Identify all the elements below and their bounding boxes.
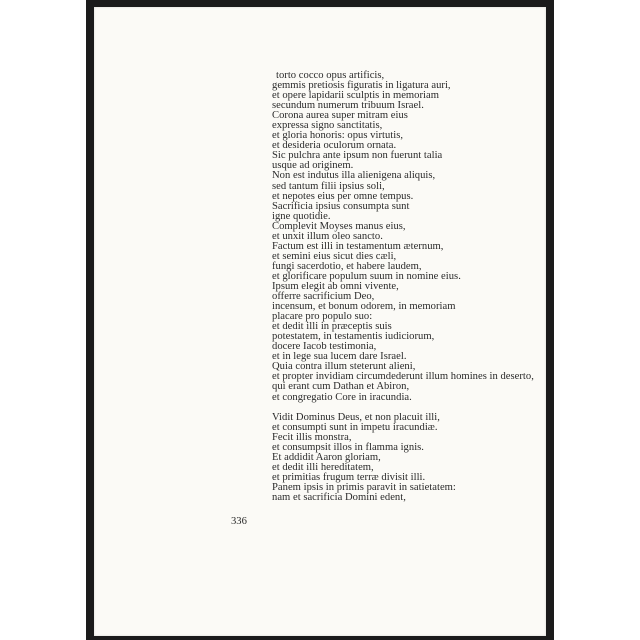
verse-line: et glorificare populum suum in nomine eius. — [272, 270, 461, 282]
verse-line: et in lege sua lucem dare Israel. — [272, 351, 407, 363]
verse-line: nam et sacrificia Domini edent, — [272, 491, 406, 503]
verse-line: et opere lapidarii sculptis in memoriam — [272, 90, 439, 102]
verse-line: Factum est illi in testamentum æternum, — [272, 240, 444, 252]
verse-line: secundum numerum tribuum Israel. — [272, 100, 424, 112]
verse-line: et dedit illi in præceptis suis — [272, 321, 392, 333]
verse-line: Vidit Dominus Deus, et non placuit illi, — [272, 411, 440, 423]
verse-line: et propter invidiam circumdederunt illum homines in deserto, — [272, 371, 534, 383]
verse-line: Et addidit Aaron gloriam, — [272, 451, 381, 463]
verse-line: torto cocco opus artificis, — [276, 70, 385, 81]
verse-line: Non est indutus illa alienigena aliquis, — [272, 170, 436, 182]
verse-line: expressa signo sanctitatis, — [272, 120, 383, 132]
verse-line: Panem ipsis in primis paravit in satietatem: — [272, 481, 456, 493]
verse-text-block — [272, 71, 534, 503]
verse-line: gemmis pretiosis figuratis in ligatura auri, — [272, 80, 451, 92]
verse-line: et unxit illum oleo sancto. — [272, 230, 383, 242]
verse-line: usque ad originem. — [272, 160, 354, 172]
verse-line: potestatem, in testamentis iudiciorum, — [272, 331, 435, 343]
verse-line: et dedit illi hereditatem, — [272, 461, 374, 473]
verse-line: sed tantum filii ipsius soli, — [272, 180, 385, 192]
verse-line: docere Iacob testimonia, — [272, 341, 377, 353]
verse-line: Ipsum elegit ab omni vivente, — [272, 280, 399, 292]
verse-line: et consumpsit illos in flamma ignis. — [272, 441, 424, 453]
verse-line: Corona aurea super mitram eius — [272, 110, 408, 122]
verse-line: et nepotes eius per omne tempus. — [272, 190, 414, 202]
verse-line: fungi sacerdotio, et habere laudem, — [272, 260, 422, 272]
verse-line: Fecit illis monstra, — [272, 431, 352, 443]
verse-line: et congregatio Core in iracundia. — [272, 391, 412, 403]
page-number: 336 — [231, 516, 247, 527]
verse-line: offerre sacrificium Deo, — [272, 291, 375, 303]
verse-line: et consumpti sunt in impetu iracundiæ. — [272, 421, 438, 433]
verse-line: Sic pulchra ante ipsum non fuerunt talia — [272, 150, 443, 162]
stanza — [272, 413, 534, 503]
verse-line: et gloria honoris: opus virtutis, — [272, 130, 404, 142]
verse-line: incensum, et bonum odorem, in memoriam — [272, 301, 456, 313]
verse-line: Quia contra illum steterunt alieni, — [272, 361, 416, 373]
stanza — [272, 71, 534, 403]
verse-line: igne quotidie. — [272, 210, 331, 222]
verse-line: et primitias frugum terræ divisit illi. — [272, 471, 426, 483]
verse-line: et desideria oculorum ornata. — [272, 140, 397, 152]
verse-line: placare pro populo suo: — [272, 311, 373, 323]
verse-line: et semini eius sicut dies cæli, — [272, 250, 397, 262]
verse-line: Sacrificia ipsius consumpta sunt — [272, 200, 410, 212]
verse-line: qui erant cum Dathan et Abiron, — [272, 381, 410, 393]
verse-line: Complevit Moyses manus eius, — [272, 220, 406, 232]
